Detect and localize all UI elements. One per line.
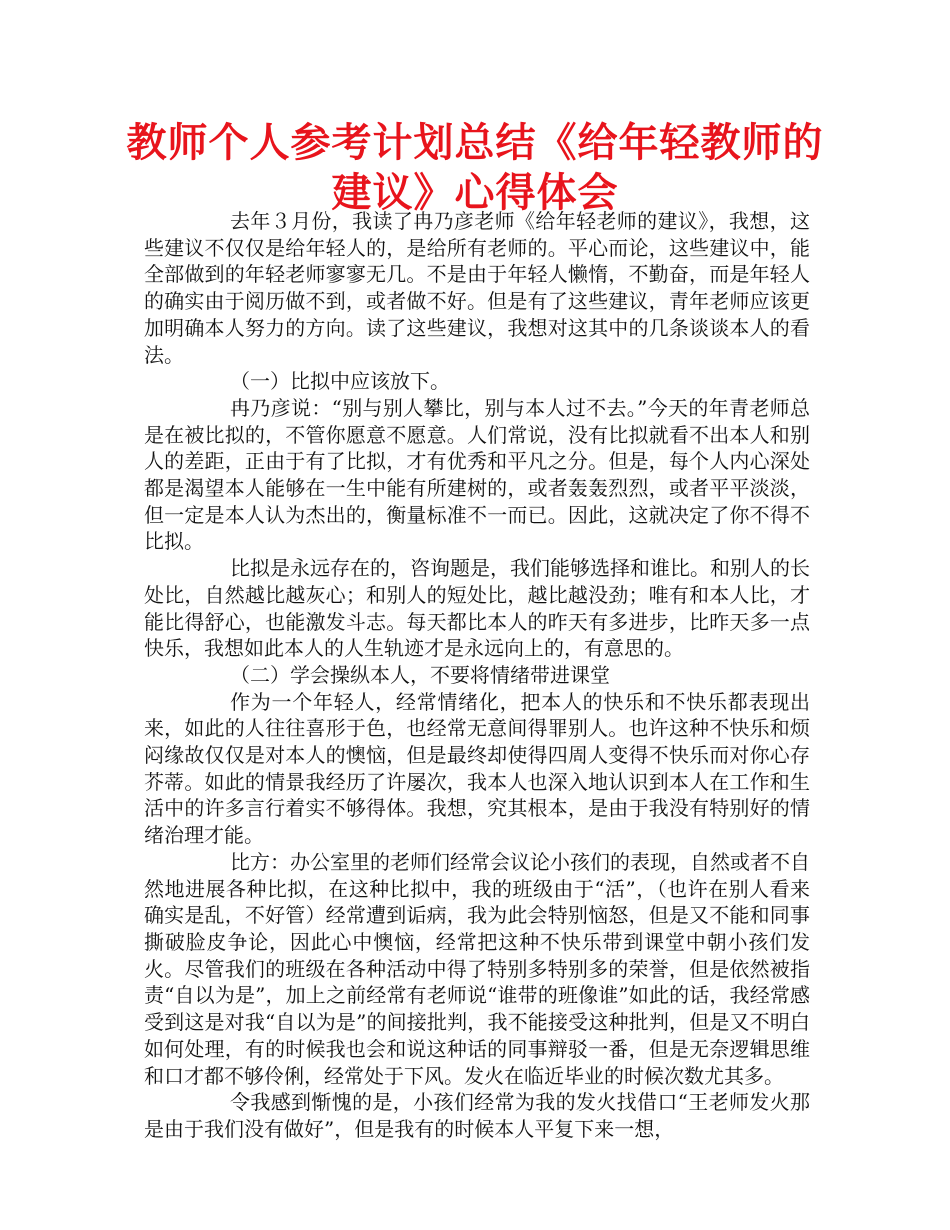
paragraph: 冉乃彦说：“别与别人攀比，别与本人过不去。”今天的年青老师总是在被比拟的，不管你愿意不愿意。人们常说，没有比拟就看不出本人和别人的差距，正由于有了比拟，才有优秀和平凡之分。但是，每个人内心深处都是渴望本人能够在一生中能有所建树的，或者轰轰烈烈，或者平平淡淡，但一定是本人认为杰出的，衡量标准不一而已。因此，这就决定了你不得不比拟。 <box>144 395 810 554</box>
paragraph: 比方：办公室里的老师们经常会议论小孩们的表现，自然或者不自然地进展各种比拟，在这种比拟中，我的班级由于“活”，（也许在别人看来确实是乱，不好管）经常遭到诟病，我为此会特别恼怒，但是又不能和同事撕破脸皮争论，因此心中懊恼，经常把这种不快乐带到课堂中朝小孩们发火。尽管我们的班级在各种活动中得了特别多特别多的荣誉，但是依然被指责“自以为是”，加上之前经常有老师说“谁带的班像谁”如此的话，我经常感受到这是对我“自以为是”的间接批判，我不能接受这种批判，但是又不明白如何处理，有的时候我也会和说这种话的同事辩驳一番，但是无奈逻辑思维和口才都不够伶俐，经常处于下风。发火在临近毕业的时候次数尤其多。 <box>144 849 810 1088</box>
paragraph: 作为一个年轻人，经常情绪化，把本人的快乐和不快乐都表现出来，如此的人往往喜形于色，也经常无意间得罪别人。也许这种不快乐和烦闷缘故仅仅是对本人的懊恼，但是最终却使得四周人变得不快乐而对你心存芥蒂。如此的情景我经历了许屡次，我本人也深入地认识到本人在工作和生活中的许多言行着实不够得体。我想，究其根本，是由于我没有特别好的情绪治理才能。 <box>144 689 810 848</box>
document-title: 教师个人参考计划总结《给年轻教师的建议》心得体会 <box>126 120 824 216</box>
paragraph: 比拟是永远存在的，咨询题是，我们能够选择和谁比。和别人的长处比，自然越比越灰心；和别人的短处比，越比越没劲；唯有和本人比，才能比得舒心，也能激发斗志。每天都比本人的昨天有多进步，比昨天多一点快乐，我想如此本人的人生轨迹才是永远向上的，有意思的。 <box>144 556 810 661</box>
section-heading: （二）学会操纵本人，不要将情绪带进课堂 <box>230 662 610 687</box>
paragraph: 令我感到惭愧的是，小孩们经常为我的发火找借口“王老师发火那是由于我们没有做好”，但是我有的时候本人平复下来一想， <box>144 1090 810 1141</box>
section-heading: （一）比拟中应该放下。 <box>230 369 450 394</box>
document-body <box>144 208 810 1143</box>
paragraph: 去年３月份，我读了冉乃彦老师《给年轻老师的建议》，我想，这些建议不仅仅是给年轻人的，是给所有老师的。平心而论，这些建议中，能全部做到的年轻老师寥寥无几。不是由于年轻人懒惰，不勤奋，而是年轻人的确实由于阅历做不到，或者做不好。但是有了这些建议，青年老师应该更加明确本人努力的方向。读了这些建议，我想对这其中的几条谈谈本人的看法。 <box>144 209 810 367</box>
